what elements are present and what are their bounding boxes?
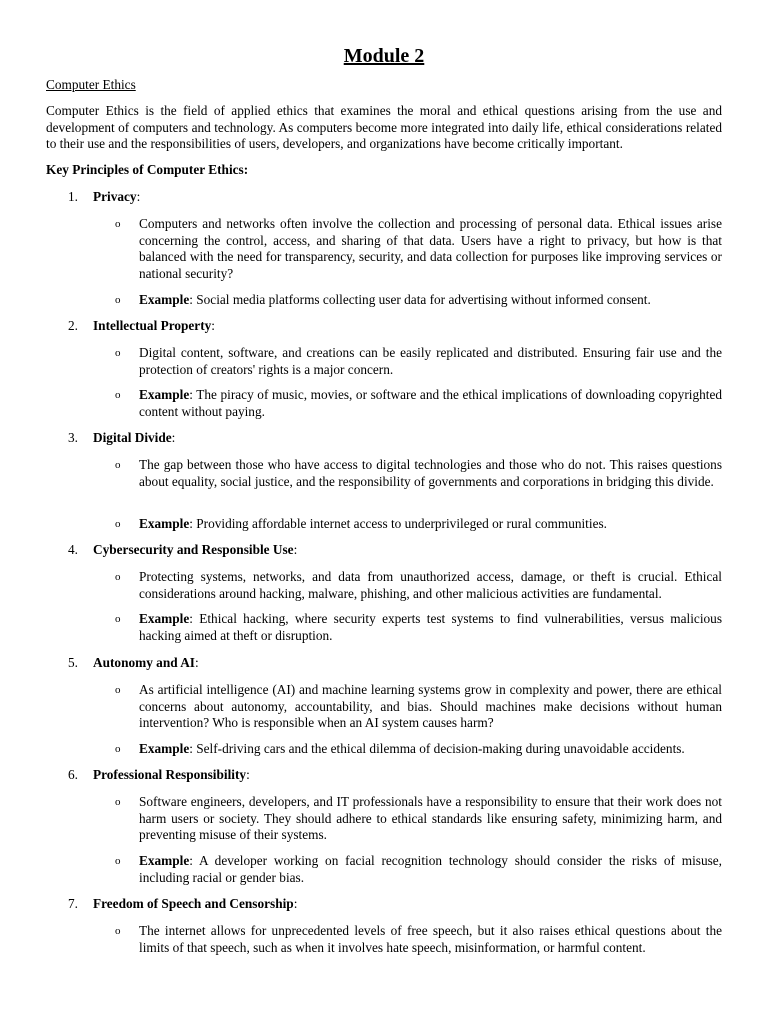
bullet-icon: o — [115, 743, 121, 755]
page-title: Module 2 — [343, 45, 425, 67]
principle-name: Freedom of Speech and Censorship: — [93, 896, 298, 911]
bullet-icon: o — [115, 347, 121, 359]
bullet-icon: o — [115, 613, 121, 625]
bullet-icon: o — [115, 294, 121, 306]
bullet-icon: o — [115, 518, 121, 530]
intro-paragraph: Computer Ethics is the field of applied ethics that examines the moral and ethical questions arising from the use and development of computers and technology. As computers become more integrated into daily life, ethical considerations related to their use and the responsibilities of users, developers, and organizations have become critically important. — [46, 103, 722, 152]
section-subtitle: Computer Ethics — [46, 77, 136, 92]
principle-name: Professional Responsibility: — [93, 767, 250, 782]
key-principles-heading: Key Principles of Computer Ethics: — [46, 162, 249, 177]
principle-name: Digital Divide: — [93, 430, 176, 445]
document-page: Module 2 Computer Ethics Computer Ethics is the field of applied ethics that examines the moral and ethical questions arising from the use and development of computers and technology. As computers become more integrated into daily life, ethical considerations related to their use and the responsibilities of users, developers, and organizations have become critically important. Key Principles of Computer Ethics: 1. Privacy: o Computers and networks often involve the collection and processing of personal data. Ethical issues arise concerning the control, access, and sharing of that data. Users have a right to privacy, but how is that balanced with the need for transparency, security, and data collection for purposes like improving services or national security? o Example: Social media platforms collecting user data for advertising without informed consent. 2. Intellectual Property: o Digital content, software, and creations can be easily replicated and distributed. Ensuring fair use and the protection of creators' rights is a major concern. o Example: The piracy of music, movies, or software and the ethical implications of downloading copyrighted content without paying. 3. Digital Divide: o The gap between those who have access to digital technologies and those who do not. This raises questions about equality, social justice, and the responsibility of governments and corporations in bridging this divide. o Example: Providing affordable internet access to underprivileged or rural communities. 4. Cybersecurity and Responsible Use: o Protecting systems, networks, and data from unauthorized access, damage, or theft is crucial. Ethical considerations around hacking, malware, phishing, and other malicious activities are fundamental. o Example: Ethical hacking, where security experts test systems to find vulnerabilities, versus malicious hacking aimed at theft or disruption. 5. Autonomy and AI: o As artificial intelligence (AI) and machine learning systems grow in complexity and power, there are ethical concerns about autonomy, accountability, and bias. Should machines make decisions without human intervention? Who is responsible when an AI system causes harm? o Example: Self-driving cars and the ethical dilemma of decision-making during unavoidable accidents. 6. Professional Responsibility: o Software engineers, developers, and IT professionals have a responsibility to ensure that their work does not harm users or society. They should adhere to ethical standards like ensuring safety, minimizing harm, and preventing misuse of their systems. o Example: A developer working on facial recognition technology should consider the risks of misuse, including racial or gender bias. 7. Freedom of Speech and Censorship: o The internet allows for unprecedented levels of free speech, but it also raises ethical questions about the limits of that speech, such as when it involves hate speech, misinformation, or harmful content. — [0, 0, 768, 1024]
principle-number: 2. — [68, 318, 78, 333]
principle-number: 5. — [68, 655, 78, 670]
principle-number: 1. — [68, 189, 78, 204]
bullet-icon: o — [115, 459, 121, 471]
bullet-icon: o — [115, 925, 121, 937]
bullet-icon: o — [115, 684, 121, 696]
bullet-icon: o — [115, 218, 121, 230]
principle-name: Cybersecurity and Responsible Use: — [93, 542, 298, 557]
bullet-icon: o — [115, 796, 121, 808]
bullet-icon: o — [115, 855, 121, 867]
bullet-icon: o — [115, 389, 121, 401]
principle-name: Autonomy and AI: — [93, 655, 199, 670]
principle-number: 7. — [68, 896, 78, 911]
principle-name: Privacy: — [93, 189, 141, 204]
principle-number: 4. — [68, 542, 78, 557]
principle-number: 3. — [68, 430, 78, 445]
principle-name: Intellectual Property: — [93, 318, 215, 333]
bullet-icon: o — [115, 571, 121, 583]
principle-number: 6. — [68, 767, 78, 782]
